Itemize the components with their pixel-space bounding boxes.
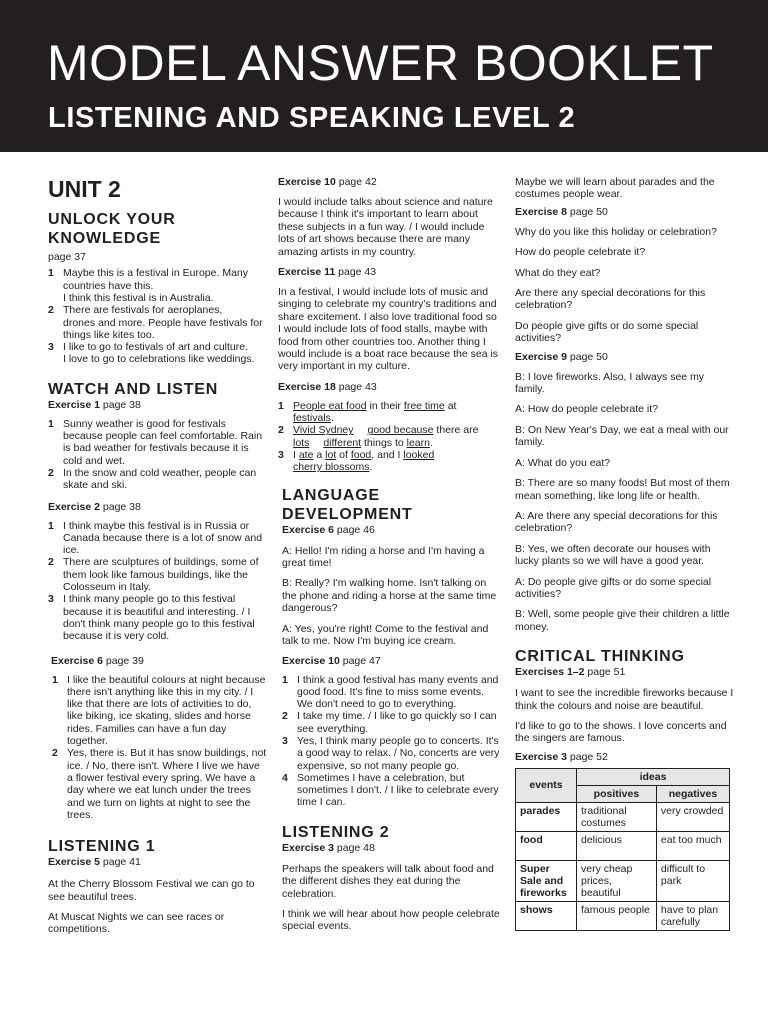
section-heading-watch: WATCH AND LISTEN: [48, 380, 219, 398]
item-number: 3: [278, 449, 284, 462]
dialogue-line: B: Yes, we often decorate our houses with lucky plants so we will have a good year.: [515, 542, 711, 568]
item-number: 2: [282, 710, 288, 723]
exercise-label: Exercise 5 page 41: [48, 856, 141, 869]
dialogue-line: A: How do people celebrate it?: [515, 403, 659, 416]
answer-paragraph: I think we will hear about how people celebrate special events.: [282, 907, 500, 933]
dialogue-line: A: Are there any special decorations for this celebration?: [515, 509, 718, 535]
list-item: [282, 772, 500, 809]
ex6-dialogue: [278, 545, 500, 933]
dialogue-line: A: Yes, you're right! Come to the festival and talk to me. Now I'm buying ice cream.: [282, 622, 489, 648]
item-text: Maybe this is a festival in Europe. Many countries have this. I think this festival is in Australia.: [63, 267, 249, 304]
table-cell: eat too much: [656, 831, 729, 860]
list-item: [48, 520, 268, 557]
item-number: 1: [278, 399, 284, 412]
ideas-table: [515, 768, 730, 931]
list-item: [278, 449, 500, 461]
table-cell: famous people: [577, 901, 657, 930]
answer-paragraph: In a festival, I would include lots of music and singing to celebrate my country's traditions and share excitement. I also love traditional food so I would include lots of food stalls, maybe with food from other countries too. Another thing I would include is a boat race because the sea is very important in my culture.: [278, 286, 499, 373]
ideas-header: ideas: [577, 768, 730, 785]
list-item: [48, 556, 268, 593]
item-number: 2: [278, 424, 284, 437]
exercise-label: Exercise 8 page 50: [515, 205, 608, 218]
item-text: I think a good festival has many events and good food. It's fine to miss some events. We don't need to go to everything.: [297, 673, 499, 711]
list-item: [48, 467, 268, 492]
ex6-list: [48, 674, 268, 822]
column-middle: [278, 176, 500, 933]
list-item: [278, 400, 500, 425]
list-item: [48, 341, 268, 366]
table-row: [516, 860, 730, 901]
item-number: 2: [48, 556, 54, 569]
list-item: [48, 418, 268, 467]
item-text: Sunny weather is good for festivals because people can feel comfortable. Rain is bad weather for festivals because it is cold and wet.: [63, 417, 263, 467]
exercise-label: Exercise 10 page 42: [278, 176, 377, 188]
table-cell: have to plan carefully: [656, 901, 729, 930]
booklet-subtitle: LISTENING AND SPEAKING LEVEL 2: [48, 102, 576, 134]
item-text: I like to go to festivals of art and culture. I love to go to celebrations like weddings.: [63, 341, 255, 366]
dialogue-line: B: There are so many foods! But most of them mean something, like long life or health.: [515, 477, 730, 502]
section-heading-listening-2: LISTENING 2: [282, 823, 390, 841]
ex10-list: [282, 674, 500, 809]
dialogue-line: A: Do people give gifts or do some special activities?: [515, 575, 712, 600]
answer-paragraph: Maybe we will learn about parades and the costumes people wear.: [515, 176, 715, 201]
item-number: 3: [48, 341, 54, 354]
table-cell: traditional costumes: [577, 802, 657, 831]
item-number: 1: [48, 519, 54, 532]
unlock-list: [48, 267, 268, 365]
question-line: How do people celebrate it?: [515, 246, 646, 259]
item-number: 3: [282, 734, 288, 747]
column-right: [515, 176, 735, 931]
exercise-label: Exercise 6 page 39: [51, 654, 144, 667]
table-cell: very crowded: [656, 802, 729, 831]
table-row: [516, 901, 730, 930]
list-item: [52, 674, 268, 748]
item-number: 3: [48, 593, 54, 606]
table-header-row: [516, 768, 730, 785]
item-text: I think maybe this festival is in Russia or Canada because there is a lot of snow and ice.: [63, 519, 263, 557]
question-line: Are there any special decorations for this celebration?: [515, 287, 706, 312]
dialogue-line: B: Well, some people give their children a little money.: [515, 608, 730, 633]
item-text: I take my time. / I like to go quickly so I can see everything.: [297, 710, 497, 735]
ex1-list: [48, 418, 268, 492]
question-line: Do people give gifts or do some special activities?: [515, 319, 699, 345]
column-left: [48, 176, 268, 936]
booklet-title: MODEL ANSWER BOOKLET: [47, 35, 714, 91]
table-cell: difficult to park: [656, 860, 729, 901]
section-heading-critical: CRITICAL THINKING: [515, 648, 685, 666]
page-ref: page 37: [48, 251, 86, 263]
item-number: 1: [52, 673, 58, 686]
list-item-continued: cherry blossoms.: [293, 461, 373, 474]
item-number: 1: [48, 267, 54, 280]
ex18-list: [278, 400, 500, 474]
list-item: [282, 674, 500, 711]
item-text: In the snow and cold weather, people can skate and ski.: [63, 466, 257, 492]
exercise-label: Exercise 2 page 38: [48, 500, 141, 513]
exercise-label: Exercise 3 page 52: [515, 750, 608, 763]
exercise-label: Exercises 1–2 page 51: [515, 666, 626, 679]
negatives-header: negatives: [656, 785, 729, 802]
list-item: [282, 710, 500, 735]
item-text: Yes, I think many people go to concerts. It's a good way to relax. / No, concerts are very expensive, so not many people go.: [297, 734, 500, 772]
answer-paragraph: At the Cherry Blossom Festival we can go to see beautiful trees.: [48, 878, 255, 903]
ex9-dialogue: [515, 371, 735, 634]
table-cell: Super Sale and fireworks: [516, 860, 577, 901]
list-item: [282, 735, 500, 772]
exercise-label: Exercise 9 page 50: [515, 350, 608, 363]
item-text: I like the beautiful colours at night because there isn't anything like this in my city. / I like that there are lots of activities to do, like biking, ice skating, slides and horse rides. Families can have a fun day together.: [67, 673, 266, 748]
item-text: I ate a lot of food, and I looked: [293, 449, 435, 462]
table-cell: parades: [516, 802, 577, 831]
dialogue-line: B: Really? I'm walking home. Isn't talking on the phone and riding a horse at the same time dangerous?: [282, 577, 497, 615]
list-item: [52, 747, 268, 821]
dialogue-line: B: I love fireworks. Also, I always see my family.: [515, 370, 705, 396]
item-text: People eat food in their free time at festivals.: [293, 399, 457, 425]
answer-paragraph: Perhaps the speakers will talk about food and the different dishes they eat during the celebration.: [282, 862, 494, 900]
answer-paragraph: At Muscat Nights we can see races or competitions.: [48, 910, 225, 936]
exercise-label: Exercise 6 page 46: [282, 523, 375, 536]
dialogue-line: B: On New Year's Day, we eat a meal with our family.: [515, 423, 729, 449]
item-text: There are sculptures of buildings, some of them look like famous buildings, like the Colosseum in Italy.: [63, 556, 259, 594]
exercise-label: Exercise 3 page 48: [282, 841, 375, 854]
exercise-label: Exercise 1 page 38: [48, 398, 141, 411]
positives-header: positives: [577, 785, 657, 802]
item-number: 2: [48, 466, 54, 479]
item-number: 1: [282, 673, 288, 686]
dialogue-line: A: Hello! I'm riding a horse and I'm having a great time!: [282, 544, 485, 570]
item-number: 2: [48, 304, 54, 317]
item-text: cherry blossoms: [293, 461, 370, 474]
list-item: [48, 304, 268, 341]
item-text: Sometimes I have a celebration, but sometimes I don't. / I like to celebrate every time I can.: [297, 771, 499, 809]
exercise-label: Exercise 18 page 43: [278, 380, 377, 393]
table-cell: shows: [516, 901, 577, 930]
table-row: [516, 831, 730, 860]
exercise-label: Exercise 11 page 43: [278, 266, 377, 279]
item-number: 2: [52, 747, 58, 760]
dialogue-line: A: What do you eat?: [515, 456, 611, 469]
answer-paragraph: I would include talks about science and nature because I think it's important to learn about these subjects in a fun way. / I would include lots of art shows because there are many amazing artists in my country.: [278, 196, 493, 258]
table-cell: food: [516, 831, 577, 860]
question-line: Why do you like this holiday or celebration?: [515, 225, 717, 238]
answer-paragraph: I want to see the incredible fireworks because I think the colours and noise are beautiful.: [515, 687, 734, 712]
ex8-questions: [515, 226, 735, 345]
item-text: Vivid Sydney good because there are lots different things to learn.: [293, 424, 479, 449]
unit-title: UNIT 2: [48, 176, 121, 202]
item-number: 4: [282, 771, 288, 784]
table-row: [516, 802, 730, 831]
list-item: [48, 267, 268, 304]
section-heading-unlock: UNLOCK YOUR KNOWLEDGE: [48, 211, 176, 247]
events-header: events: [516, 768, 577, 802]
list-item: [278, 424, 500, 449]
answer-paragraph: I'd like to go to the shows. I love concerts and the singers are famous.: [515, 719, 727, 745]
ex2-list: [48, 520, 268, 643]
question-line: What do they eat?: [515, 266, 601, 279]
exercise-label: Exercise 10 page 47: [282, 654, 381, 667]
table-cell: very cheap prices, beautiful: [577, 860, 657, 901]
item-number: 1: [48, 417, 54, 430]
item-text: Yes, there is. But it has snow buildings, not ice. / No, there isn't. Where I live we have a flower festival every spring. We have a day where we eat lunch under the trees and we turn on lights at night to see the trees.: [67, 747, 267, 821]
table-cell: delicious: [577, 831, 657, 860]
list-item: [48, 593, 268, 642]
item-text: I think many people go to this festival because it is beautiful and interesting. / I don't think many people go to this festival because it is very cold.: [63, 593, 255, 643]
section-heading-language: LANGUAGE DEVELOPMENT: [282, 486, 413, 523]
item-text: There are festivals for aeroplanes, drones and more. People have festivals for things like kites too.: [63, 304, 263, 341]
header-banner: [0, 0, 768, 152]
section-heading-listening-1: LISTENING 1: [48, 838, 156, 856]
